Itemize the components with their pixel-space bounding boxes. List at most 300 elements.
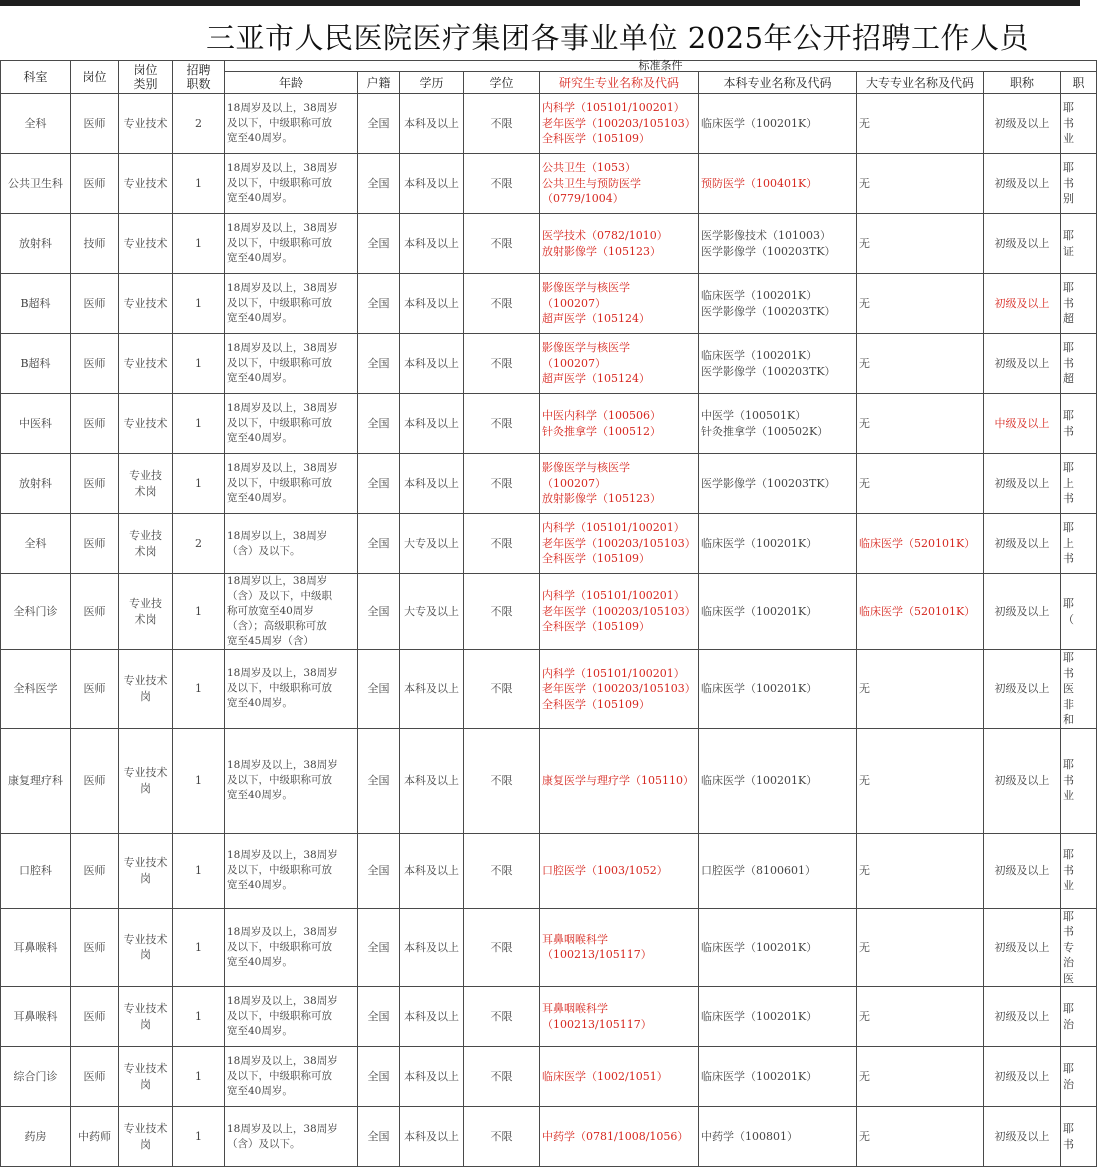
cell-category <box>119 394 173 454</box>
cell-huji-line: 全国 <box>367 356 390 370</box>
cell-grad-major-line: 医学技术（0782/1010） <box>542 229 668 242</box>
cell-huji <box>358 908 400 987</box>
cell-count <box>173 394 225 454</box>
header-education: 学历 <box>400 72 464 94</box>
cell-count-line: 1 <box>195 476 202 490</box>
cell-dept <box>1 833 71 908</box>
cell-undergrad-major-line: 临床医学（100201K） <box>701 604 818 618</box>
cell-age-line: 宽至40周岁。 <box>227 432 293 444</box>
cell-age-line: 及以下，中级职称可放 <box>227 864 332 876</box>
cell-huji <box>358 94 400 154</box>
cell-undergrad-major-line: 临床医学（100201K） <box>701 682 818 695</box>
cell-age-line: 及以下，中级职称可放 <box>227 237 332 249</box>
table-row <box>1 334 1097 394</box>
cell-undergrad-major-line: 临床医学（100201K） <box>701 1069 818 1083</box>
cell-undergrad-major-line: 临床医学（100201K） <box>701 940 818 954</box>
cell-age-line: 18周岁及以上，38周岁 <box>227 995 338 1007</box>
cell-undergrad-major <box>699 833 857 908</box>
cell-huji-line: 全国 <box>367 416 390 430</box>
cell-junior-college-major <box>857 394 984 454</box>
cell-undergrad-major-line: 医学影像学（100203TK） <box>701 304 836 318</box>
cell-age-line: 及以下，中级职称可放 <box>227 682 332 695</box>
cell-junior-college-major-line: 无 <box>859 1129 870 1143</box>
cell-category-line: 专业技术 <box>123 932 168 946</box>
cell-count <box>173 650 225 729</box>
cell-professional-title-line: 初级及以上 <box>994 940 1050 954</box>
cell-education-line: 本科及以上 <box>404 116 459 130</box>
cell-count-line: 1 <box>195 296 202 310</box>
cell-dept-line: 康复理疗科 <box>8 773 63 787</box>
cell-undergrad-major <box>699 274 857 334</box>
cell-count <box>173 908 225 987</box>
cell-grad-major-line: 老年医学（100203/105103） <box>542 116 696 130</box>
cell-grad-major-line: （100207） <box>542 476 606 490</box>
cell-education <box>400 154 464 214</box>
cell-extra-cut <box>1061 154 1097 214</box>
table-row <box>1 274 1097 334</box>
cell-undergrad-major <box>699 334 857 394</box>
cell-professional-title-line: 初级及以上 <box>994 773 1050 787</box>
cell-age <box>225 1107 358 1167</box>
cell-extra-cut-line: 书 <box>1063 424 1074 438</box>
cell-extra-cut-line: 超 <box>1063 372 1074 386</box>
cell-extra-cut-line: 治 <box>1063 1017 1074 1031</box>
cell-age-line: 18周岁及以上，38周岁 <box>227 1055 338 1067</box>
cell-huji-line: 全国 <box>367 773 390 787</box>
cell-extra-cut-line: 书 <box>1063 296 1074 310</box>
cell-age-line: 18周岁及以上，38周岁 <box>227 925 338 938</box>
cell-education-line: 本科及以上 <box>404 356 459 370</box>
cell-count-line: 1 <box>195 416 202 430</box>
header-line: 招聘 <box>186 63 211 77</box>
cell-position <box>71 334 119 394</box>
cell-position-line: 医师 <box>83 773 106 787</box>
cell-undergrad-major <box>699 650 857 729</box>
cell-extra-cut-line: 别 <box>1063 192 1074 206</box>
cell-age-line: 18周岁及以上，38周岁 <box>227 162 338 174</box>
cell-grad-major <box>540 454 699 514</box>
cell-category-line: 专业技术 <box>123 856 168 869</box>
cell-undergrad-major-line: 医学影像学（100203TK） <box>701 476 836 490</box>
cell-dept <box>1 1047 71 1107</box>
cell-dept-line: 全科医学 <box>13 682 58 695</box>
cell-extra-cut <box>1061 454 1097 514</box>
top-edge-bar <box>0 0 1080 6</box>
cell-professional-title-line: 初级及以上 <box>994 1129 1050 1143</box>
cell-count <box>173 1047 225 1107</box>
cell-category <box>119 1047 173 1107</box>
table-row <box>1 728 1097 833</box>
cell-extra-cut-line: 耶 <box>1063 461 1074 475</box>
cell-age <box>225 574 358 650</box>
cell-grad-major-line: 耳鼻咽喉科学 <box>542 1002 608 1015</box>
cell-position <box>71 454 119 514</box>
cell-huji <box>358 514 400 574</box>
table-row <box>1 394 1097 454</box>
cell-junior-college-major <box>857 1107 984 1167</box>
cell-extra-cut-line: 耶 <box>1063 101 1074 115</box>
cell-grad-major-line: 老年医学（100203/105103） <box>542 682 696 695</box>
cell-grad-major-line: 公共卫生（1053） <box>542 161 636 175</box>
cell-huji-line: 全国 <box>367 536 390 550</box>
cell-education-line: 本科及以上 <box>404 476 459 490</box>
cell-grad-major <box>540 514 699 574</box>
cell-undergrad-major <box>699 394 857 454</box>
cell-position <box>71 94 119 154</box>
cell-degree-line: 不限 <box>490 536 513 550</box>
cell-dept-line: 药房 <box>24 1129 47 1143</box>
cell-count-line: 2 <box>195 116 202 130</box>
cell-education-line: 本科及以上 <box>404 236 459 250</box>
cell-grad-major-line: 超声医学（105124） <box>542 312 650 326</box>
cell-education <box>400 833 464 908</box>
cell-age-line: 18周岁及以上，38周岁 <box>227 849 338 861</box>
cell-extra-cut-line: 专 <box>1063 940 1074 954</box>
cell-education-line: 本科及以上 <box>404 416 459 430</box>
cell-grad-major-line: 全科医学（105109） <box>542 697 650 711</box>
cell-professional-title <box>984 154 1061 214</box>
cell-grad-major-line: 内科学（105101/100201） <box>542 589 685 603</box>
cell-undergrad-major-line: 中药学（100801） <box>701 1129 798 1143</box>
cell-category-line: 术岗 <box>134 544 157 558</box>
cell-category-line: 专业技术 <box>123 416 168 430</box>
cell-extra-cut-line: 耶 <box>1063 1002 1074 1015</box>
cell-category-line: 专业技术 <box>123 1122 168 1135</box>
cell-junior-college-major-line: 无 <box>859 356 870 370</box>
header-undergrad-major: 本科专业名称及代码 <box>699 72 857 94</box>
cell-category <box>119 514 173 574</box>
cell-huji <box>358 728 400 833</box>
cell-extra-cut-line: 耶 <box>1063 848 1074 862</box>
cell-extra-cut <box>1061 514 1097 574</box>
cell-category <box>119 334 173 394</box>
cell-dept <box>1 1107 71 1167</box>
cell-junior-college-major <box>857 833 984 908</box>
cell-count <box>173 833 225 908</box>
cell-junior-college-major-line: 无 <box>859 940 870 954</box>
cell-grad-major <box>540 833 699 908</box>
cell-degree <box>464 154 540 214</box>
cell-grad-major <box>540 987 699 1047</box>
cell-position <box>71 154 119 214</box>
cell-age-line: 宽至40周岁。 <box>227 312 293 324</box>
table-row <box>1 454 1097 514</box>
cell-junior-college-major <box>857 574 984 650</box>
cell-age-line: 18周岁及以上，38周岁 <box>227 759 338 771</box>
cell-professional-title-line: 初级及以上 <box>994 116 1050 130</box>
cell-extra-cut-line: 上 <box>1063 476 1074 490</box>
cell-category-line: 专业技 <box>129 597 162 610</box>
cell-age <box>225 833 358 908</box>
cell-dept-line: 中医科 <box>19 416 52 430</box>
cell-huji-line: 全国 <box>367 116 390 130</box>
cell-extra-cut <box>1061 833 1097 908</box>
cell-grad-major <box>540 908 699 987</box>
cell-age <box>225 987 358 1047</box>
cell-position-line: 医师 <box>83 536 106 550</box>
cell-extra-cut-line: 耶 <box>1063 521 1074 535</box>
cell-degree-line: 不限 <box>490 773 513 787</box>
header-line: 职数 <box>186 77 211 91</box>
table-row <box>1 908 1097 987</box>
cell-position-line: 医师 <box>83 476 106 490</box>
cell-huji-line: 全国 <box>367 1129 390 1143</box>
cell-category <box>119 94 173 154</box>
cell-degree <box>464 334 540 394</box>
cell-age-line: 18周岁及以上，38周岁 <box>227 222 338 234</box>
cell-degree-line: 不限 <box>490 116 513 130</box>
cell-extra-cut <box>1061 987 1097 1047</box>
cell-extra-cut <box>1061 274 1097 334</box>
cell-category <box>119 154 173 214</box>
cell-count-line: 1 <box>195 604 202 618</box>
cell-age <box>225 650 358 729</box>
cell-huji <box>358 154 400 214</box>
cell-position <box>71 650 119 729</box>
cell-junior-college-major-line: 临床医学（520101K） <box>859 604 976 618</box>
cell-education <box>400 394 464 454</box>
cell-category-line: 专业技术 <box>123 296 168 310</box>
cell-position <box>71 908 119 987</box>
table-body <box>1 94 1097 1167</box>
cell-dept-line: 放射科 <box>19 236 52 250</box>
cell-grad-major <box>540 334 699 394</box>
cell-junior-college-major-line: 无 <box>859 476 870 490</box>
cell-extra-cut-line: 耶 <box>1063 1122 1074 1135</box>
cell-age-line: 及以下，中级职称可放 <box>227 357 332 369</box>
cell-degree-line: 不限 <box>490 356 513 370</box>
cell-huji <box>358 274 400 334</box>
cell-junior-college-major-line: 无 <box>859 116 870 130</box>
cell-extra-cut-line: 耶 <box>1063 409 1074 422</box>
cell-age-line: 宽至40周岁。 <box>227 789 293 801</box>
cell-grad-major-line: 影像医学与核医学 <box>542 281 630 295</box>
cell-age-line: 及以下，中级职称可放 <box>227 774 332 786</box>
cell-professional-title-line: 初级及以上 <box>994 863 1050 877</box>
cell-junior-college-major <box>857 214 984 274</box>
cell-junior-college-major-line: 无 <box>859 296 870 310</box>
cell-junior-college-major <box>857 987 984 1047</box>
cell-education-line: 本科及以上 <box>404 176 459 190</box>
cell-age <box>225 334 358 394</box>
cell-category-line: 专业技术 <box>123 1062 168 1075</box>
cell-count <box>173 334 225 394</box>
cell-junior-college-major <box>857 1047 984 1107</box>
cell-professional-title <box>984 274 1061 334</box>
cell-category <box>119 908 173 987</box>
cell-grad-major-line: 超声医学（105124） <box>542 372 650 386</box>
cell-category <box>119 650 173 729</box>
cell-extra-cut-line: 医 <box>1063 682 1074 695</box>
cell-age-line: 及以下，中级职称可放 <box>227 177 332 189</box>
cell-professional-title-line: 初级及以上 <box>994 1009 1050 1023</box>
cell-age <box>225 514 358 574</box>
cell-age-line: 宽至40周岁。 <box>227 879 293 891</box>
cell-age-line: 18周岁以上，38周岁 <box>227 529 328 542</box>
cell-extra-cut <box>1061 1107 1097 1167</box>
cell-undergrad-major <box>699 1047 857 1107</box>
cell-category-line: 专业技 <box>129 529 162 542</box>
cell-degree <box>464 1107 540 1167</box>
cell-professional-title-line: 初级及以上 <box>994 236 1050 250</box>
cell-grad-major-line: 放射影像学（105123） <box>542 492 661 506</box>
cell-category-line: 专业技术 <box>123 766 168 779</box>
cell-degree-line: 不限 <box>490 236 513 250</box>
cell-extra-cut-line: 书 <box>1063 176 1074 190</box>
cell-age-line: 宽至40周岁。 <box>227 252 293 264</box>
cell-dept-line: B超科 <box>20 356 51 370</box>
cell-age <box>225 1047 358 1107</box>
header-count <box>173 61 225 94</box>
cell-degree-line: 不限 <box>490 940 513 954</box>
cell-age-line: （含）及以下。 <box>227 1137 301 1150</box>
cell-count <box>173 214 225 274</box>
cell-undergrad-major <box>699 1107 857 1167</box>
cell-dept-line: 放射科 <box>19 476 52 490</box>
cell-education-line: 本科及以上 <box>404 1129 459 1143</box>
cell-age-line: 18周岁以上，38周岁 <box>227 575 328 587</box>
cell-dept-line: 口腔科 <box>19 863 52 877</box>
cell-category-line: 术岗 <box>134 484 157 498</box>
cell-huji-line: 全国 <box>367 940 390 954</box>
cell-extra-cut-line: 耶 <box>1063 909 1074 923</box>
cell-age-line: 18周岁及以上，38周岁 <box>227 1122 338 1135</box>
cell-grad-major-line: 全科医学（105109） <box>542 620 650 634</box>
cell-age <box>225 908 358 987</box>
cell-degree <box>464 987 540 1047</box>
cell-extra-cut <box>1061 1047 1097 1107</box>
cell-undergrad-major <box>699 154 857 214</box>
cell-professional-title-line: 初级及以上 <box>994 356 1050 370</box>
cell-junior-college-major <box>857 454 984 514</box>
cell-degree-line: 不限 <box>490 1129 513 1143</box>
cell-professional-title-line: 初级及以上 <box>994 296 1050 310</box>
cell-professional-title <box>984 574 1061 650</box>
cell-count-line: 1 <box>195 176 202 190</box>
cell-age <box>225 394 358 454</box>
cell-extra-cut-line: 耶 <box>1063 758 1074 772</box>
cell-extra-cut <box>1061 574 1097 650</box>
cell-grad-major-line: 内科学（105101/100201） <box>542 666 685 680</box>
cell-age-line: 及以下，中级职称可放 <box>227 940 332 953</box>
cell-professional-title <box>984 1107 1061 1167</box>
cell-category <box>119 214 173 274</box>
cell-age-line: 宽至40周岁。 <box>227 1025 293 1037</box>
cell-junior-college-major-line: 无 <box>859 1009 870 1023</box>
cell-count <box>173 514 225 574</box>
cell-age-line: 18周岁及以上，38周岁 <box>227 102 338 114</box>
cell-position-line: 医师 <box>83 1009 106 1023</box>
cell-junior-college-major-line: 无 <box>859 773 870 787</box>
cell-age-line: （含）；高级职称可放 <box>227 620 327 632</box>
cell-extra-cut-line: 书 <box>1063 773 1074 787</box>
cell-undergrad-major-line: 中医学（100501K） <box>701 409 807 422</box>
cell-education-line: 本科及以上 <box>404 773 459 787</box>
header-degree: 学位 <box>464 72 540 94</box>
cell-position-line: 医师 <box>83 416 106 430</box>
cell-degree <box>464 214 540 274</box>
cell-education <box>400 908 464 987</box>
cell-dept <box>1 334 71 394</box>
cell-education <box>400 214 464 274</box>
cell-undergrad-major <box>699 574 857 650</box>
cell-category-line: 岗 <box>140 948 151 962</box>
cell-extra-cut-line: 耶 <box>1063 651 1074 664</box>
cell-age-line: （含）及以下，中级职 <box>227 590 332 602</box>
cell-dept <box>1 650 71 729</box>
cell-category-line: 专业技术 <box>123 356 168 370</box>
cell-age-line: 18周岁及以上，38周岁 <box>227 282 338 294</box>
cell-professional-title <box>984 454 1061 514</box>
cell-undergrad-major-line: 预防医学（100401K） <box>701 176 818 190</box>
cell-count <box>173 574 225 650</box>
cell-degree-line: 不限 <box>490 296 513 310</box>
cell-degree-line: 不限 <box>490 863 513 877</box>
cell-huji <box>358 454 400 514</box>
cell-count-line: 1 <box>195 940 202 954</box>
cell-huji-line: 全国 <box>367 604 390 618</box>
cell-undergrad-major-line: 医学影像学（100203TK） <box>701 244 836 258</box>
cell-extra-cut-line: 治 <box>1063 1077 1074 1091</box>
cell-grad-major <box>540 574 699 650</box>
cell-extra-cut-line: 业 <box>1063 789 1074 803</box>
cell-count <box>173 728 225 833</box>
header-line: 岗位 <box>133 63 158 77</box>
cell-dept-line: 全科门诊 <box>13 604 58 618</box>
cell-dept <box>1 394 71 454</box>
cell-grad-major-line: （100213/105117） <box>542 948 652 962</box>
cell-extra-cut-line: 书 <box>1063 552 1074 566</box>
table-row <box>1 833 1097 908</box>
cell-extra-cut-line: 证 <box>1063 244 1074 258</box>
cell-age-line: 宽至45周岁（含） <box>227 635 314 647</box>
cell-position-line: 技师 <box>83 236 106 250</box>
cell-degree <box>464 394 540 454</box>
cell-category-line: 专业技术 <box>123 116 168 130</box>
cell-extra-cut-line: 耶 <box>1063 229 1074 242</box>
cell-age <box>225 214 358 274</box>
cell-dept-line: 全科 <box>24 536 47 550</box>
table-row <box>1 154 1097 214</box>
cell-education <box>400 574 464 650</box>
cell-huji <box>358 650 400 729</box>
cell-age-line: 宽至40周岁。 <box>227 192 293 204</box>
cell-professional-title <box>984 394 1061 454</box>
cell-position-line: 医师 <box>83 356 106 370</box>
cell-count-line: 2 <box>195 536 202 550</box>
cell-age-line: 及以下，中级职称可放 <box>227 477 332 489</box>
cell-position <box>71 514 119 574</box>
cell-grad-major-line: 老年医学（100203/105103） <box>542 536 696 550</box>
cell-degree <box>464 908 540 987</box>
cell-position-line: 医师 <box>83 863 106 877</box>
cell-grad-major-line: （100207） <box>542 296 606 310</box>
cell-professional-title <box>984 908 1061 987</box>
cell-professional-title <box>984 650 1061 729</box>
cell-huji-line: 全国 <box>367 476 390 490</box>
cell-undergrad-major-line: 临床医学（100201K） <box>701 1009 818 1023</box>
cell-undergrad-major <box>699 514 857 574</box>
cell-category <box>119 574 173 650</box>
cell-degree-line: 不限 <box>490 476 513 490</box>
cell-extra-cut-line: 和 <box>1063 713 1074 726</box>
cell-position <box>71 987 119 1047</box>
cell-grad-major-line: 公共卫生与预防医学 <box>542 176 641 190</box>
cell-count <box>173 94 225 154</box>
cell-grad-major <box>540 274 699 334</box>
cell-degree-line: 不限 <box>490 604 513 618</box>
cell-huji-line: 全国 <box>367 296 390 310</box>
